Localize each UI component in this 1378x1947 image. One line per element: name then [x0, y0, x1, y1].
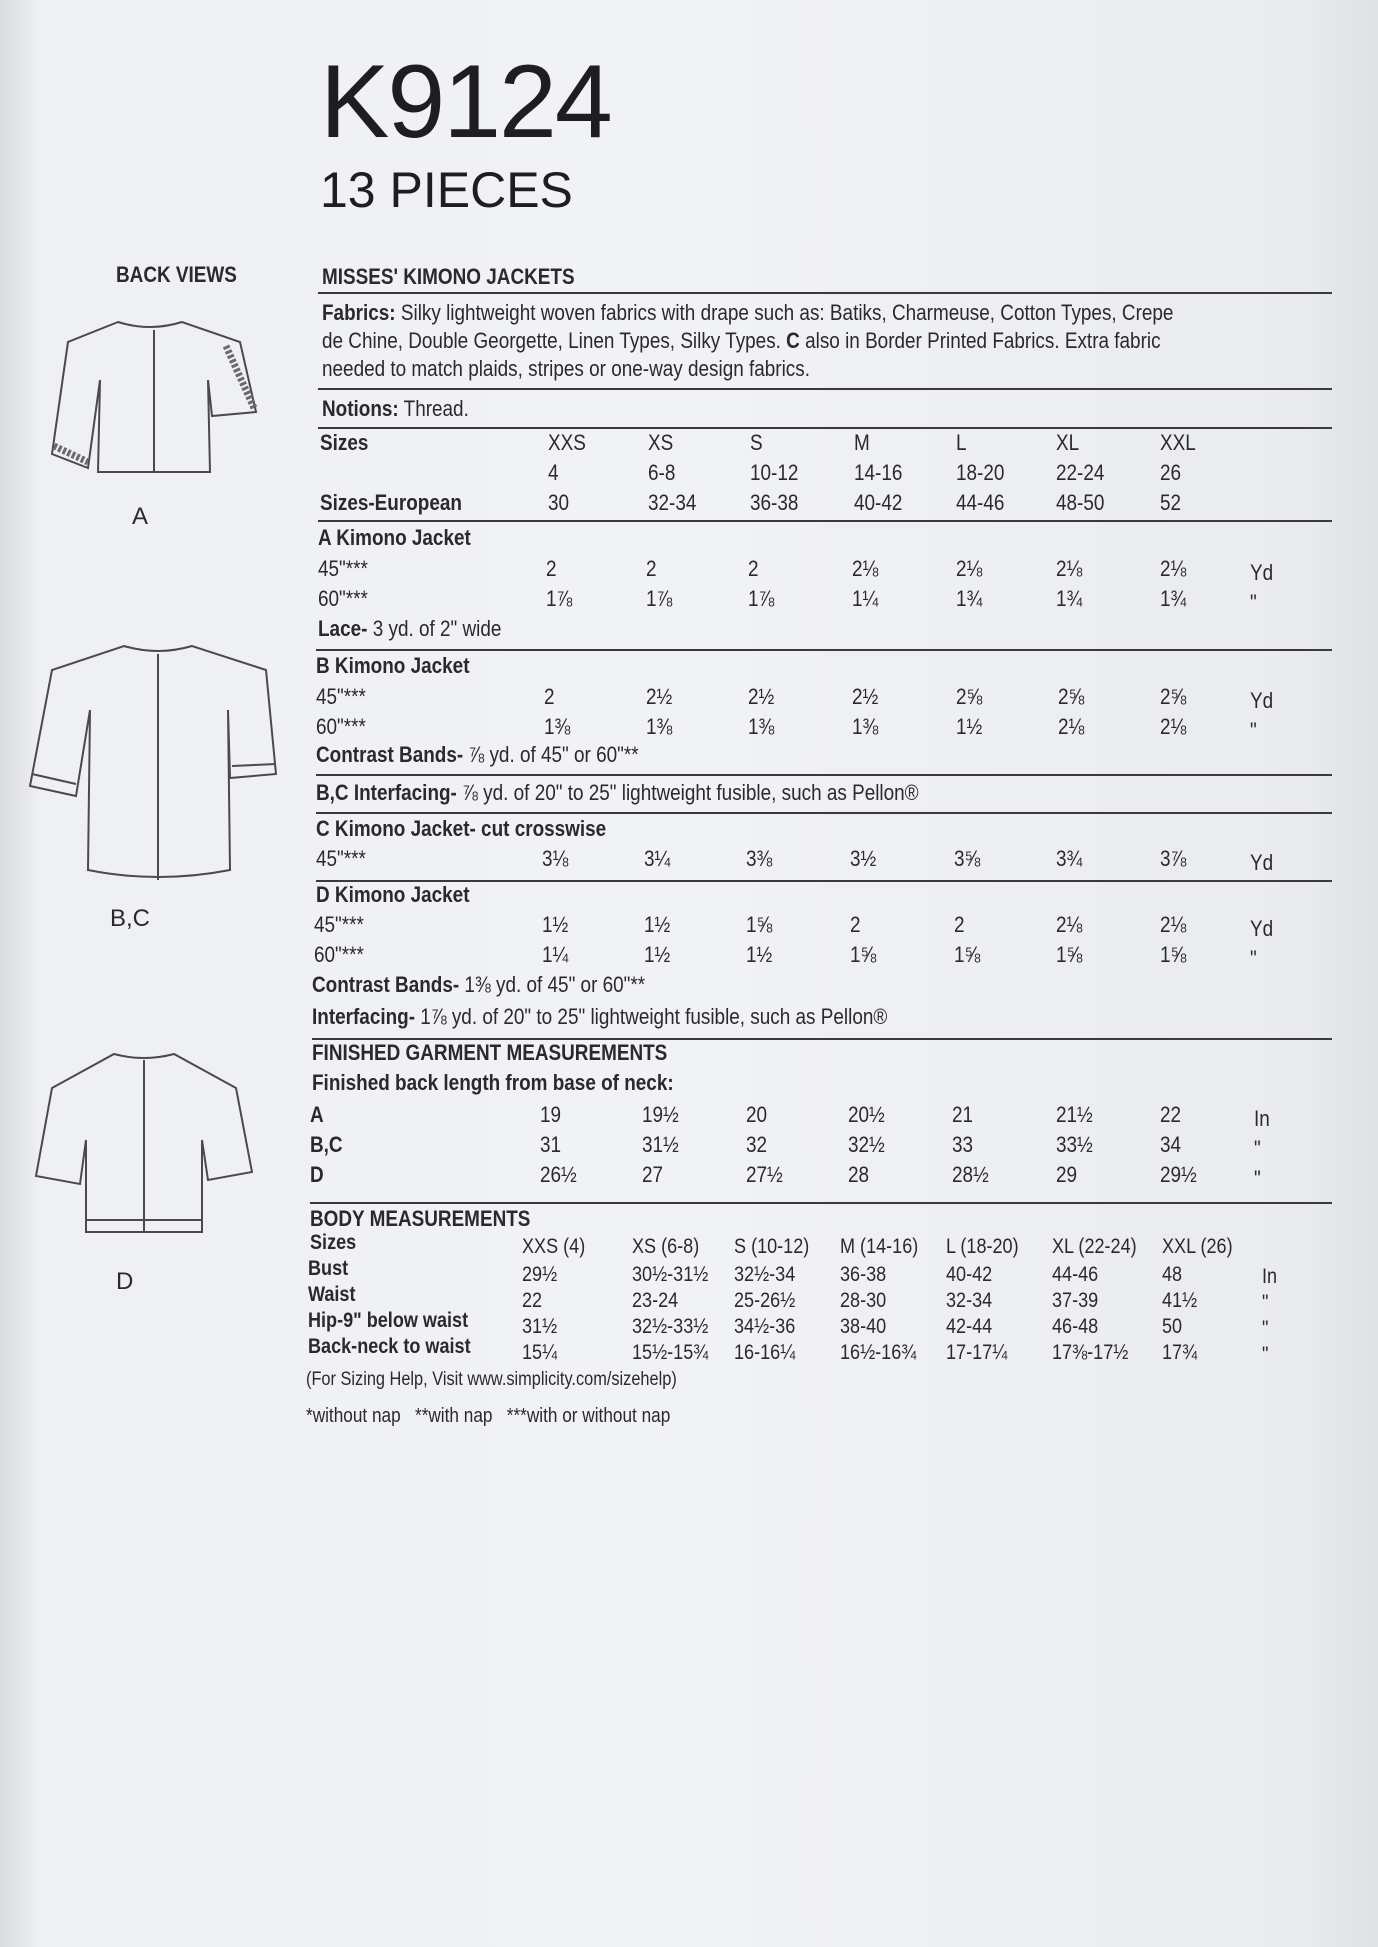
row-value: 3¼ [644, 846, 671, 871]
row-value: 3¾ [1056, 846, 1083, 871]
body-row-value: 46-48 [1052, 1315, 1099, 1338]
view-a-title: A Kimono Jacket [318, 525, 471, 550]
row-value: 1½ [542, 912, 569, 937]
row-label: B,C [310, 1132, 343, 1157]
row-value: 1⅜ [544, 714, 571, 739]
body-row-unit: " [1262, 1317, 1269, 1340]
row-value: 3½ [850, 846, 877, 871]
row-value: 28½ [952, 1162, 989, 1187]
row-value: 1¾ [1056, 586, 1083, 611]
size-eu: 52 [1160, 490, 1182, 515]
divider [318, 427, 1332, 429]
row-label: 45"*** [316, 846, 366, 871]
row-value: 1½ [956, 714, 983, 739]
back-view-a-label: A [132, 503, 149, 530]
row-unit: " [1250, 718, 1257, 743]
view-c-title: C Kimono Jacket- cut crosswise [316, 816, 607, 841]
row-value: 20 [746, 1102, 768, 1127]
body-size: XL (22-24) [1052, 1235, 1137, 1258]
row-value: 2 [546, 556, 557, 581]
body-row-value: 15½-15¾ [632, 1341, 709, 1364]
nap-legend: *without nap **with nap ***with or without nap [306, 1405, 671, 1427]
body-row-value: 37-39 [1052, 1289, 1099, 1312]
body-row-unit: " [1262, 1291, 1269, 1314]
notions-line: Notions: Thread. [322, 396, 469, 421]
body-row-label: Back-neck to waist [308, 1335, 471, 1358]
body-row-value: 42-44 [946, 1315, 993, 1338]
row-unit: Yd [1250, 850, 1274, 875]
size-us: 18-20 [956, 460, 1005, 485]
row-value: 27 [642, 1162, 664, 1187]
section-title: MISSES' KIMONO JACKETS [322, 264, 575, 289]
row-value: 2⅛ [956, 556, 983, 581]
row-unit: " [1254, 1136, 1261, 1161]
row-value: 2⅝ [956, 684, 983, 709]
view-d-title: D Kimono Jacket [316, 882, 470, 907]
body-row-unit: " [1262, 1343, 1269, 1366]
row-value: 20½ [848, 1102, 885, 1127]
size-us: 10-12 [750, 460, 799, 485]
view-b-note: Contrast Bands- ⅞ yd. of 45" or 60"** [316, 742, 639, 767]
body-size: L (18-20) [946, 1235, 1019, 1258]
row-value: 1⅞ [546, 586, 573, 611]
body-row-value: 30½-31½ [632, 1263, 709, 1286]
divider [310, 1202, 1332, 1204]
body-row-label: Bust [308, 1257, 349, 1280]
view-a-note: Lace- 3 yd. of 2" wide [318, 616, 502, 641]
body-row-value: 22 [522, 1289, 543, 1312]
row-value: 19½ [642, 1102, 679, 1127]
body-row-value: 40-42 [946, 1263, 993, 1286]
row-value: 1⅜ [748, 714, 775, 739]
row-value: 1¾ [956, 586, 983, 611]
finished-subtitle: Finished back length from base of neck: [312, 1070, 674, 1095]
size-name: XXL [1160, 430, 1196, 455]
sizing-help: (For Sizing Help, Visit www.simplicity.com/sizehelp) [306, 1369, 677, 1390]
back-view-a-illustration [40, 300, 270, 480]
row-value: 29½ [1160, 1162, 1197, 1187]
back-view-d-illustration [24, 1040, 264, 1240]
fabrics-line-2: de Chine, Double Georgette, Linen Types, Silky Types. C also in Border Printed Fabrics. Extra fabric [322, 328, 1161, 353]
row-value: 2 [954, 912, 965, 937]
row-value: 32½ [848, 1132, 885, 1157]
row-value: 2⅛ [1160, 714, 1187, 739]
body-row-value: 31½ [522, 1315, 558, 1338]
row-value: 26½ [540, 1162, 577, 1187]
row-value: 1¾ [1160, 586, 1187, 611]
body-row-value: 28-30 [840, 1289, 887, 1312]
row-value: 31 [540, 1132, 562, 1157]
size-us: 14-16 [854, 460, 903, 485]
body-row-value: 16½-16¾ [840, 1341, 917, 1364]
body-row-value: 48 [1162, 1263, 1183, 1286]
body-row-value: 17-17¼ [946, 1341, 1008, 1364]
size-name: M [854, 430, 870, 455]
row-value: 22 [1160, 1102, 1182, 1127]
row-value: 2⅛ [1056, 912, 1083, 937]
row-unit: Yd [1250, 560, 1274, 585]
row-value: 2⅝ [1160, 684, 1187, 709]
row-value: 33½ [1056, 1132, 1093, 1157]
body-row-value: 17¾ [1162, 1341, 1198, 1364]
row-value: 1⅝ [746, 912, 773, 937]
body-row-value: 44-46 [1052, 1263, 1099, 1286]
back-view-bc-illustration [20, 640, 290, 890]
row-value: 29 [1056, 1162, 1078, 1187]
row-value: 32 [746, 1132, 768, 1157]
row-value: 2⅛ [852, 556, 879, 581]
row-value: 1⅞ [646, 586, 673, 611]
body-row-value: 41½ [1162, 1289, 1198, 1312]
row-unit: " [1250, 946, 1257, 971]
row-value: 21½ [1056, 1102, 1093, 1127]
row-label: 60"*** [316, 714, 366, 739]
divider [318, 292, 1332, 294]
row-label: A [310, 1102, 324, 1127]
row-value: 1½ [644, 912, 671, 937]
row-unit: In [1254, 1106, 1270, 1131]
back-view-d-label: D [116, 1268, 134, 1295]
body-row-label: Hip-9" below waist [308, 1309, 469, 1332]
row-value: 2½ [748, 684, 775, 709]
size-name: XXS [548, 430, 586, 455]
row-value: 2 [748, 556, 759, 581]
row-value: 2½ [646, 684, 673, 709]
row-value: 3⅝ [954, 846, 981, 871]
body-size: XXS (4) [522, 1235, 586, 1258]
row-unit: " [1254, 1166, 1261, 1191]
body-row-value: 32½-34 [734, 1263, 796, 1286]
row-value: 1¼ [852, 586, 879, 611]
row-value: 1⅜ [852, 714, 879, 739]
view-b-title: B Kimono Jacket [316, 653, 470, 678]
row-value: 27½ [746, 1162, 783, 1187]
pieces-count: 13 PIECES [320, 162, 573, 218]
size-eu: 48-50 [1056, 490, 1105, 515]
row-value: 3⅞ [1160, 846, 1187, 871]
body-title: BODY MEASUREMENTS [310, 1206, 531, 1231]
size-eu: 30 [548, 490, 570, 515]
row-value: 33 [952, 1132, 974, 1157]
row-value: 2 [544, 684, 555, 709]
divider [316, 812, 1332, 814]
sizes-european-label: Sizes-European [320, 490, 462, 515]
size-us: 26 [1160, 460, 1182, 485]
size-name: S [750, 430, 763, 455]
size-eu: 44-46 [956, 490, 1005, 515]
row-value: 2 [646, 556, 657, 581]
body-row-value: 16-16¼ [734, 1341, 796, 1364]
row-value: 2 [850, 912, 861, 937]
row-value: 21 [952, 1102, 974, 1127]
size-eu: 32-34 [648, 490, 697, 515]
body-row-value: 15¼ [522, 1341, 558, 1364]
size-eu: 36-38 [750, 490, 799, 515]
body-row-value: 38-40 [840, 1315, 887, 1338]
finished-title: FINISHED GARMENT MEASUREMENTS [312, 1040, 668, 1065]
body-size: S (10-12) [734, 1235, 810, 1258]
body-row-value: 32½-33½ [632, 1315, 709, 1338]
row-unit: " [1250, 590, 1257, 615]
divider [316, 649, 1332, 651]
body-row-value: 25-26½ [734, 1289, 796, 1312]
body-row-value: 17⅜-17½ [1052, 1341, 1129, 1364]
row-value: 2½ [852, 684, 879, 709]
row-label: 45"*** [316, 684, 366, 709]
divider [318, 520, 1332, 522]
size-name: L [956, 430, 967, 455]
row-value: 3⅜ [746, 846, 773, 871]
row-value: 3⅛ [542, 846, 569, 871]
body-row-unit: In [1262, 1265, 1278, 1288]
body-row-value: 50 [1162, 1315, 1183, 1338]
size-name: XL [1056, 430, 1080, 455]
body-row-value: 32-34 [946, 1289, 993, 1312]
body-row-value: 23-24 [632, 1289, 679, 1312]
body-row-value: 34½-36 [734, 1315, 796, 1338]
view-d-interfacing: Interfacing- 1⅞ yd. of 20" to 25" lightweight fusible, such as Pellon® [312, 1004, 888, 1029]
row-value: 34 [1160, 1132, 1182, 1157]
row-label: 45"*** [314, 912, 364, 937]
back-views-title: BACK VIEWS [116, 262, 237, 287]
size-us: 4 [548, 460, 559, 485]
divider [318, 388, 1332, 390]
bc-interfacing-line: B,C Interfacing- ⅞ yd. of 20" to 25" lightweight fusible, such as Pellon® [316, 780, 919, 805]
row-label: 60"*** [318, 586, 368, 611]
size-us: 22-24 [1056, 460, 1105, 485]
body-row-label: Waist [308, 1283, 356, 1306]
row-value: 2⅛ [1058, 714, 1085, 739]
back-view-bc-label: B,C [110, 905, 151, 932]
body-row-value: 36-38 [840, 1263, 887, 1286]
row-value: 2⅛ [1160, 912, 1187, 937]
row-value: 1⅝ [1056, 942, 1083, 967]
row-value: 1½ [644, 942, 671, 967]
body-row-value: 29½ [522, 1263, 558, 1286]
row-value: 19 [540, 1102, 562, 1127]
sizes-label: Sizes [320, 430, 369, 455]
row-value: 2⅛ [1160, 556, 1187, 581]
row-unit: Yd [1250, 688, 1274, 713]
pattern-code: K9124 [320, 44, 611, 160]
row-label: D [310, 1162, 324, 1187]
row-label: 45"*** [318, 556, 368, 581]
fabrics-line-3: needed to match plaids, stripes or one-way design fabrics. [322, 356, 810, 381]
size-eu: 40-42 [854, 490, 903, 515]
row-value: 1⅝ [850, 942, 877, 967]
row-value: 28 [848, 1162, 870, 1187]
row-value: 1⅝ [1160, 942, 1187, 967]
row-value: 1⅝ [954, 942, 981, 967]
row-value: 1⅜ [646, 714, 673, 739]
row-value: 31½ [642, 1132, 679, 1157]
fabrics-line-1: Fabrics: Silky lightweight woven fabrics with drape such as: Batiks, Charmeuse, Cotton Types, Crepe [322, 300, 1174, 325]
row-unit: Yd [1250, 916, 1274, 941]
row-value: 1¼ [542, 942, 569, 967]
size-us: 6-8 [648, 460, 676, 485]
body-size: XXL (26) [1162, 1235, 1233, 1258]
row-value: 2⅝ [1058, 684, 1085, 709]
row-label: 60"*** [314, 942, 364, 967]
view-d-note: Contrast Bands- 1⅜ yd. of 45" or 60"** [312, 972, 646, 997]
size-name: XS [648, 430, 674, 455]
row-value: 1⅞ [748, 586, 775, 611]
body-sizes-label: Sizes [310, 1231, 357, 1254]
body-size: XS (6-8) [632, 1235, 700, 1258]
body-size: M (14-16) [840, 1235, 919, 1258]
divider [316, 774, 1332, 776]
row-value: 2⅛ [1056, 556, 1083, 581]
row-value: 1½ [746, 942, 773, 967]
